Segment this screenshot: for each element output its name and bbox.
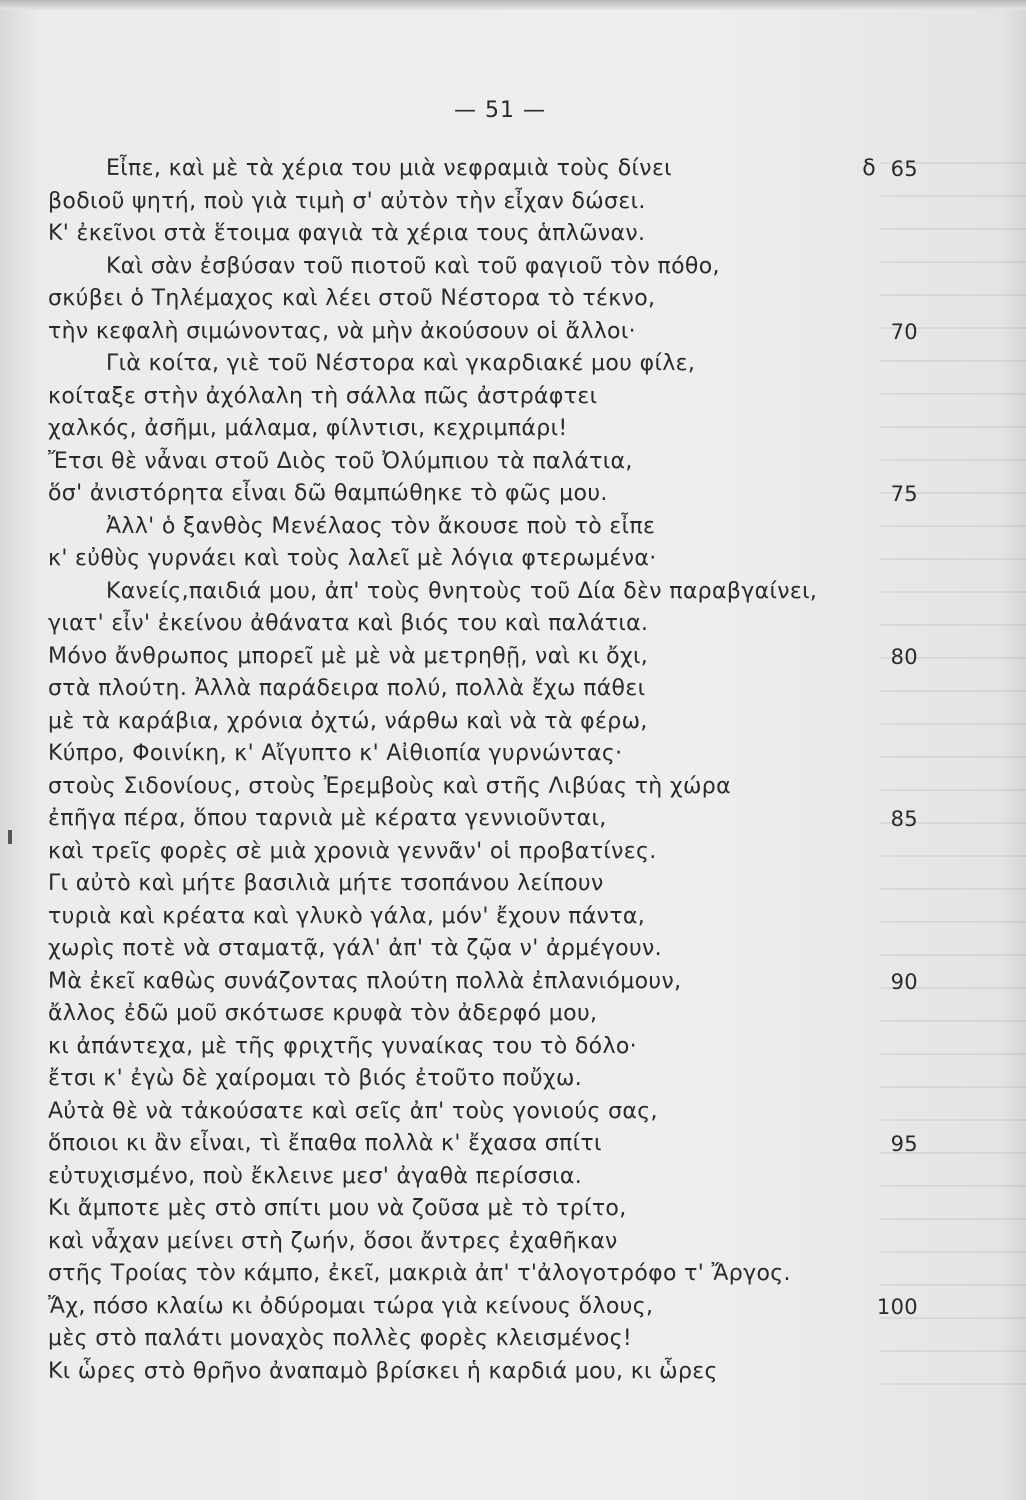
verse-line <box>48 1063 918 1096</box>
verse-line <box>48 1128 918 1161</box>
verse-text: στῆς Τροίας τὸν κάμπο, ἐκεῖ, μακριὰ ἀπ' τ'ἀλογοτρόφο τ' Ἄργος. <box>48 1261 791 1286</box>
verse-text: σκύβει ὁ Τηλέμαχος καὶ λέει στοῦ Νέστορα τὸ τέκνο, <box>48 286 656 311</box>
verse-text: μὲ τὰ καράβια, χρόνια ὀχτώ, νάρθω καὶ νὰ τὰ φέρω, <box>48 708 648 734</box>
verse-line <box>48 901 918 934</box>
verse-line <box>48 933 918 966</box>
verse-text: χωρὶς ποτὲ νὰ σταματᾷ, γάλ' ἀπ' τὰ ζῷα ν' ἀρμέγουν. <box>48 936 663 961</box>
verse-text: Ἀλλ' ὁ ξανθὸς Μενέλαος τὸν ἄκουσε ποὺ τὸ εἶπε <box>106 513 656 539</box>
verse-line <box>48 446 918 479</box>
verse-line <box>48 1226 918 1259</box>
verse-text: χαλκός, ἀσῆμι, μάλαμα, φίλντισι, κεχριμπάρι! <box>48 416 568 441</box>
verse-line <box>48 868 918 901</box>
line-number: 75 <box>890 482 918 506</box>
verse-line <box>48 316 918 349</box>
verse-line <box>48 1291 918 1324</box>
verse-line <box>48 706 918 739</box>
verse-line <box>48 608 918 641</box>
verse-line <box>48 218 918 251</box>
verse-line <box>48 836 918 869</box>
verse-text: κοίταξε στὴν ἀχόλαλη τὴ σάλλα πῶς ἀστράφτει <box>48 383 598 409</box>
verse-line <box>48 186 918 219</box>
verse-text: στοὺς Σιδονίους, στοὺς Ἐρεμβοὺς καὶ στῆς Λιβύας τὴ χώρα <box>48 773 731 799</box>
verse-text: Καὶ σὰν ἐσβύσαν τοῦ πιοτοῦ καὶ τοῦ φαγιοῦ τὸν πόθο, <box>106 253 720 279</box>
line-number: 95 <box>890 1132 918 1156</box>
verse-text: ὅποιοι κι ἂν εἶναι, τὶ ἔπαθα πολλὰ κ' ἔχασα σπίτι <box>48 1131 602 1156</box>
verse-line <box>48 413 918 446</box>
verse-text: βοδιοῦ ψητή, ποὺ γιὰ τιμὴ σ' αὐτὸν τὴν εἶχαν δώσει. <box>48 188 646 214</box>
verse-text: Μὰ ἐκεῖ καθὼς συνάζοντας πλούτη πολλὰ ἐπλανιόμουν, <box>48 968 682 994</box>
verse-text: Κι ὧρες στὸ θρῆνο ἀναπαμὸ βρίσκει ἡ καρδιά μου, κι ὧρες <box>48 1358 718 1384</box>
poem-text-block <box>48 153 918 1388</box>
line-number: 80 <box>890 644 918 669</box>
verse-text: ἔτσι κ' ἐγὼ δὲ χαίρομαι τὸ βιός ἐτοῦτο ποὔχω. <box>48 1066 583 1091</box>
verse-text: Κανείς,παιδιά μου, ἀπ' τοὺς θνητοὺς τοῦ Δία δὲν παραβγαίνει, <box>106 578 818 604</box>
page-number: — 51 — <box>454 98 546 123</box>
verse-line <box>48 1258 918 1291</box>
verse-text: Κι ἄμποτε μὲς στὸ σπίτι μου νὰ ζοῦσα μὲ τὸ τρίτο, <box>48 1196 627 1221</box>
verse-text: Αὐτὰ θὲ νὰ τἀκούσατε καὶ σεῖς ἀπ' τοὺς γονιούς σας, <box>48 1098 658 1124</box>
verse-text: στὰ πλούτη. Ἀλλὰ παράδειρα πολύ, πολλὰ ἔχω πάθει <box>48 676 646 701</box>
verse-line <box>48 641 918 674</box>
line-number: 90 <box>890 969 918 994</box>
verse-text: ἄλλος ἐδῶ μοῦ σκότωσε κρυφὰ τὸν ἀδερφό μου, <box>48 1001 598 1026</box>
verse-text: εὐτυχισμένο, ποὺ ἔκλεινε μεσ' ἀγαθὰ περίσσια. <box>48 1163 583 1189</box>
verse-text: τυριὰ καὶ κρέατα καὶ γλυκὸ γάλα, μόν' ἔχουν πάντα, <box>48 903 646 929</box>
verse-line <box>48 1096 918 1129</box>
verse-line <box>48 1356 918 1389</box>
verse-line <box>48 381 918 414</box>
verse-text: Μόνο ἄνθρωπος μπορεῖ μὲ μὲ νὰ μετρηθῇ, ναὶ κι ὄχι, <box>48 643 649 669</box>
verse-line <box>48 511 918 544</box>
verse-line <box>48 478 918 511</box>
verse-line <box>48 1193 918 1226</box>
verse-text: ἐπῆγα πέρα, ὅπου ταρνιὰ μὲ κέρατα γεννιοῦνται, <box>48 806 607 831</box>
verse-line <box>48 966 918 999</box>
verse-text: κ' εὐθὺς γυρνάει καὶ τοὺς λαλεῖ μὲ λόγια φτερωμένα· <box>48 546 657 571</box>
verse-text: καὶ τρεῖς φορὲς σὲ μιὰ χρονιὰ γεννᾶν' οἱ προβατίνες. <box>48 838 657 864</box>
verse-text: Ἔτσι θὲ νἆναι στοῦ Διὸς τοῦ Ὀλύμπιου τὰ παλάτια, <box>48 448 633 474</box>
verse-text: γιατ' εἶν' ἐκείνου ἀθάνατα καὶ βιός του καὶ παλάτια. <box>48 611 649 636</box>
line-number: 85 <box>890 807 918 831</box>
book-marker: δ <box>862 156 876 181</box>
verse-text: μὲς στὸ παλάτι μοναχὸς πολλὲς φορὲς κλεισμένος! <box>48 1326 633 1351</box>
line-number: 70 <box>890 319 918 344</box>
verse-line <box>48 803 918 836</box>
verse-line <box>48 1161 918 1194</box>
verse-line <box>48 738 918 771</box>
verse-line <box>48 673 918 706</box>
verse-text: κι ἀπάντεχα, μὲ τῆς φριχτῆς γυναίκας του τὸ δόλο· <box>48 1033 637 1059</box>
verse-line <box>48 283 918 316</box>
verse-text: καὶ νἆχαν μείνει στὴ ζωήν, ὅσοι ἄντρες ἐχαθῆκαν <box>48 1228 618 1254</box>
verse-line <box>48 348 918 381</box>
verse-line <box>48 1323 918 1356</box>
verse-text: Ἄχ, πόσο κλαίω κι ὀδύρομαι τώρα γιὰ κείνους ὅλους, <box>48 1293 654 1319</box>
line-number: 65 <box>890 157 918 181</box>
verse-line <box>48 771 918 804</box>
verse-line <box>48 543 918 576</box>
page-top-edge <box>0 0 1026 10</box>
verse-line <box>48 1031 918 1064</box>
verse-line <box>48 998 918 1031</box>
verse-text: Κύπρο, Φοινίκη, κ' Αἴγυπτο κ' Αἰθιοπία γυρνώντας· <box>48 741 623 766</box>
verse-text: Κ' ἐκεῖνοι στὰ ἕτοιμα φαγιὰ τὰ χέρια τους ἁπλῶναν. <box>48 221 646 246</box>
verse-text: ὅσ' ἀνιστόρητα εἶναι δῶ θαμπώθηκε τὸ φῶς μου. <box>48 481 608 506</box>
line-number: 100 <box>876 1294 918 1319</box>
verse-text: Εἶπε, καὶ μὲ τὰ χέρια του μιὰ νεφραμιὰ τοὺς δίνει <box>106 156 672 181</box>
verse-text: Γιὰ κοίτα, γιὲ τοῦ Νέστορα καὶ γκαρδιακέ μου φίλε, <box>106 351 696 376</box>
verse-line <box>48 576 918 609</box>
verse-line <box>48 251 918 284</box>
verse-text: Γι αὐτὸ καὶ μήτε βασιλιὰ μήτε τσοπάνου λείπουν <box>48 871 604 896</box>
verse-line <box>48 153 918 186</box>
verse-text: τὴν κεφαλὴ σιμώνοντας, νὰ μὴν ἀκούσουν οἱ ἄλλοι· <box>48 318 637 344</box>
margin-mark <box>8 830 12 844</box>
